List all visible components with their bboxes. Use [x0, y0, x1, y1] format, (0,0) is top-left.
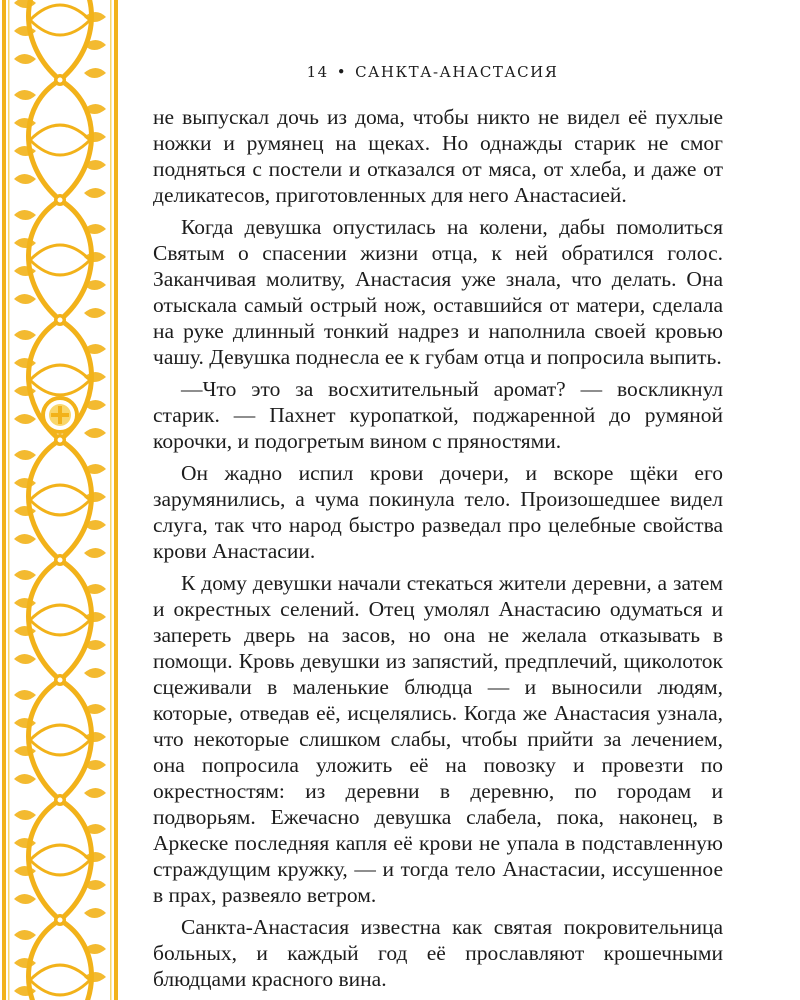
paragraph-5: К дому девушки начали стекаться жители деревни, а затем и окрестных селений. Отец умолял Анастасию одуматься и запереть дверь на засов, но она не желала отказывать в помощи. Кровь девушки из запястий, предплечий, щиколоток сцеживали в маленькие блюдца — и выносили людям, которые, отведав её, исцелялись. Когда же Анастасия узнала, что некоторые слишком слабы, чтобы прийти за лечением, она попросила уложить её на повозку и провезти по окрестностям: из деревни в деревню, по городам и подворьям. Ежечасно девушка слабела, пока, наконец, в Аркеске последняя капля её крови не упала в подставленную страждущим кружку, — и тогда тело Анастасии, иссушенное в прах, развеяло ветром. [153, 571, 723, 907]
paragraph-1: не выпускал дочь из дома, чтобы никто не видел её пухлые ножки и румянец на щеках. Но однажды старик не смог подняться с постели и отказался от мяса, от хлеба, и даже от деликатесов, приготовленных для него Анастасией. [153, 105, 723, 207]
page-number: 14 [306, 63, 329, 81]
running-header [125, 63, 740, 81]
paragraph-3-dialogue: —Что это за восхитительный аромат? — воскликнул старик. — Пахнет куропаткой, поджаренной до румяной корочки, и подогретым вином с пряностями. [153, 377, 723, 453]
paragraph-2: Когда девушка опустилась на колени, дабы помолиться Святым о спасении жизни отца, к ней обратился голос. Заканчивая молитву, Анастасия уже знала, что делать. Она отыскала самый острый нож, оставшийся от матери, сделала на руке длинный тонкий надрез и наполнила своей кровью чашу. Девушка поднесла ее к губам отца и попросила выпить. [153, 215, 723, 369]
gold-floral-border-icon [0, 0, 122, 1000]
running-title: САНКТА-АНАСТАСИЯ [355, 63, 559, 81]
header-separator: • [336, 63, 348, 81]
paragraph-4: Он жадно испил крови дочери, и вскоре щёки его зарумянились, а чума покинула тело. Произошедшее видел слуга, так что народ быстро разведал про целебные свойства крови Анастасии. [153, 461, 723, 563]
body-text [153, 104, 723, 998]
paragraph-6: Санкта-Анастасия известна как святая покровительница больных, и каждый год её прославляют крошечными блюдцами красного вина. [153, 915, 723, 991]
